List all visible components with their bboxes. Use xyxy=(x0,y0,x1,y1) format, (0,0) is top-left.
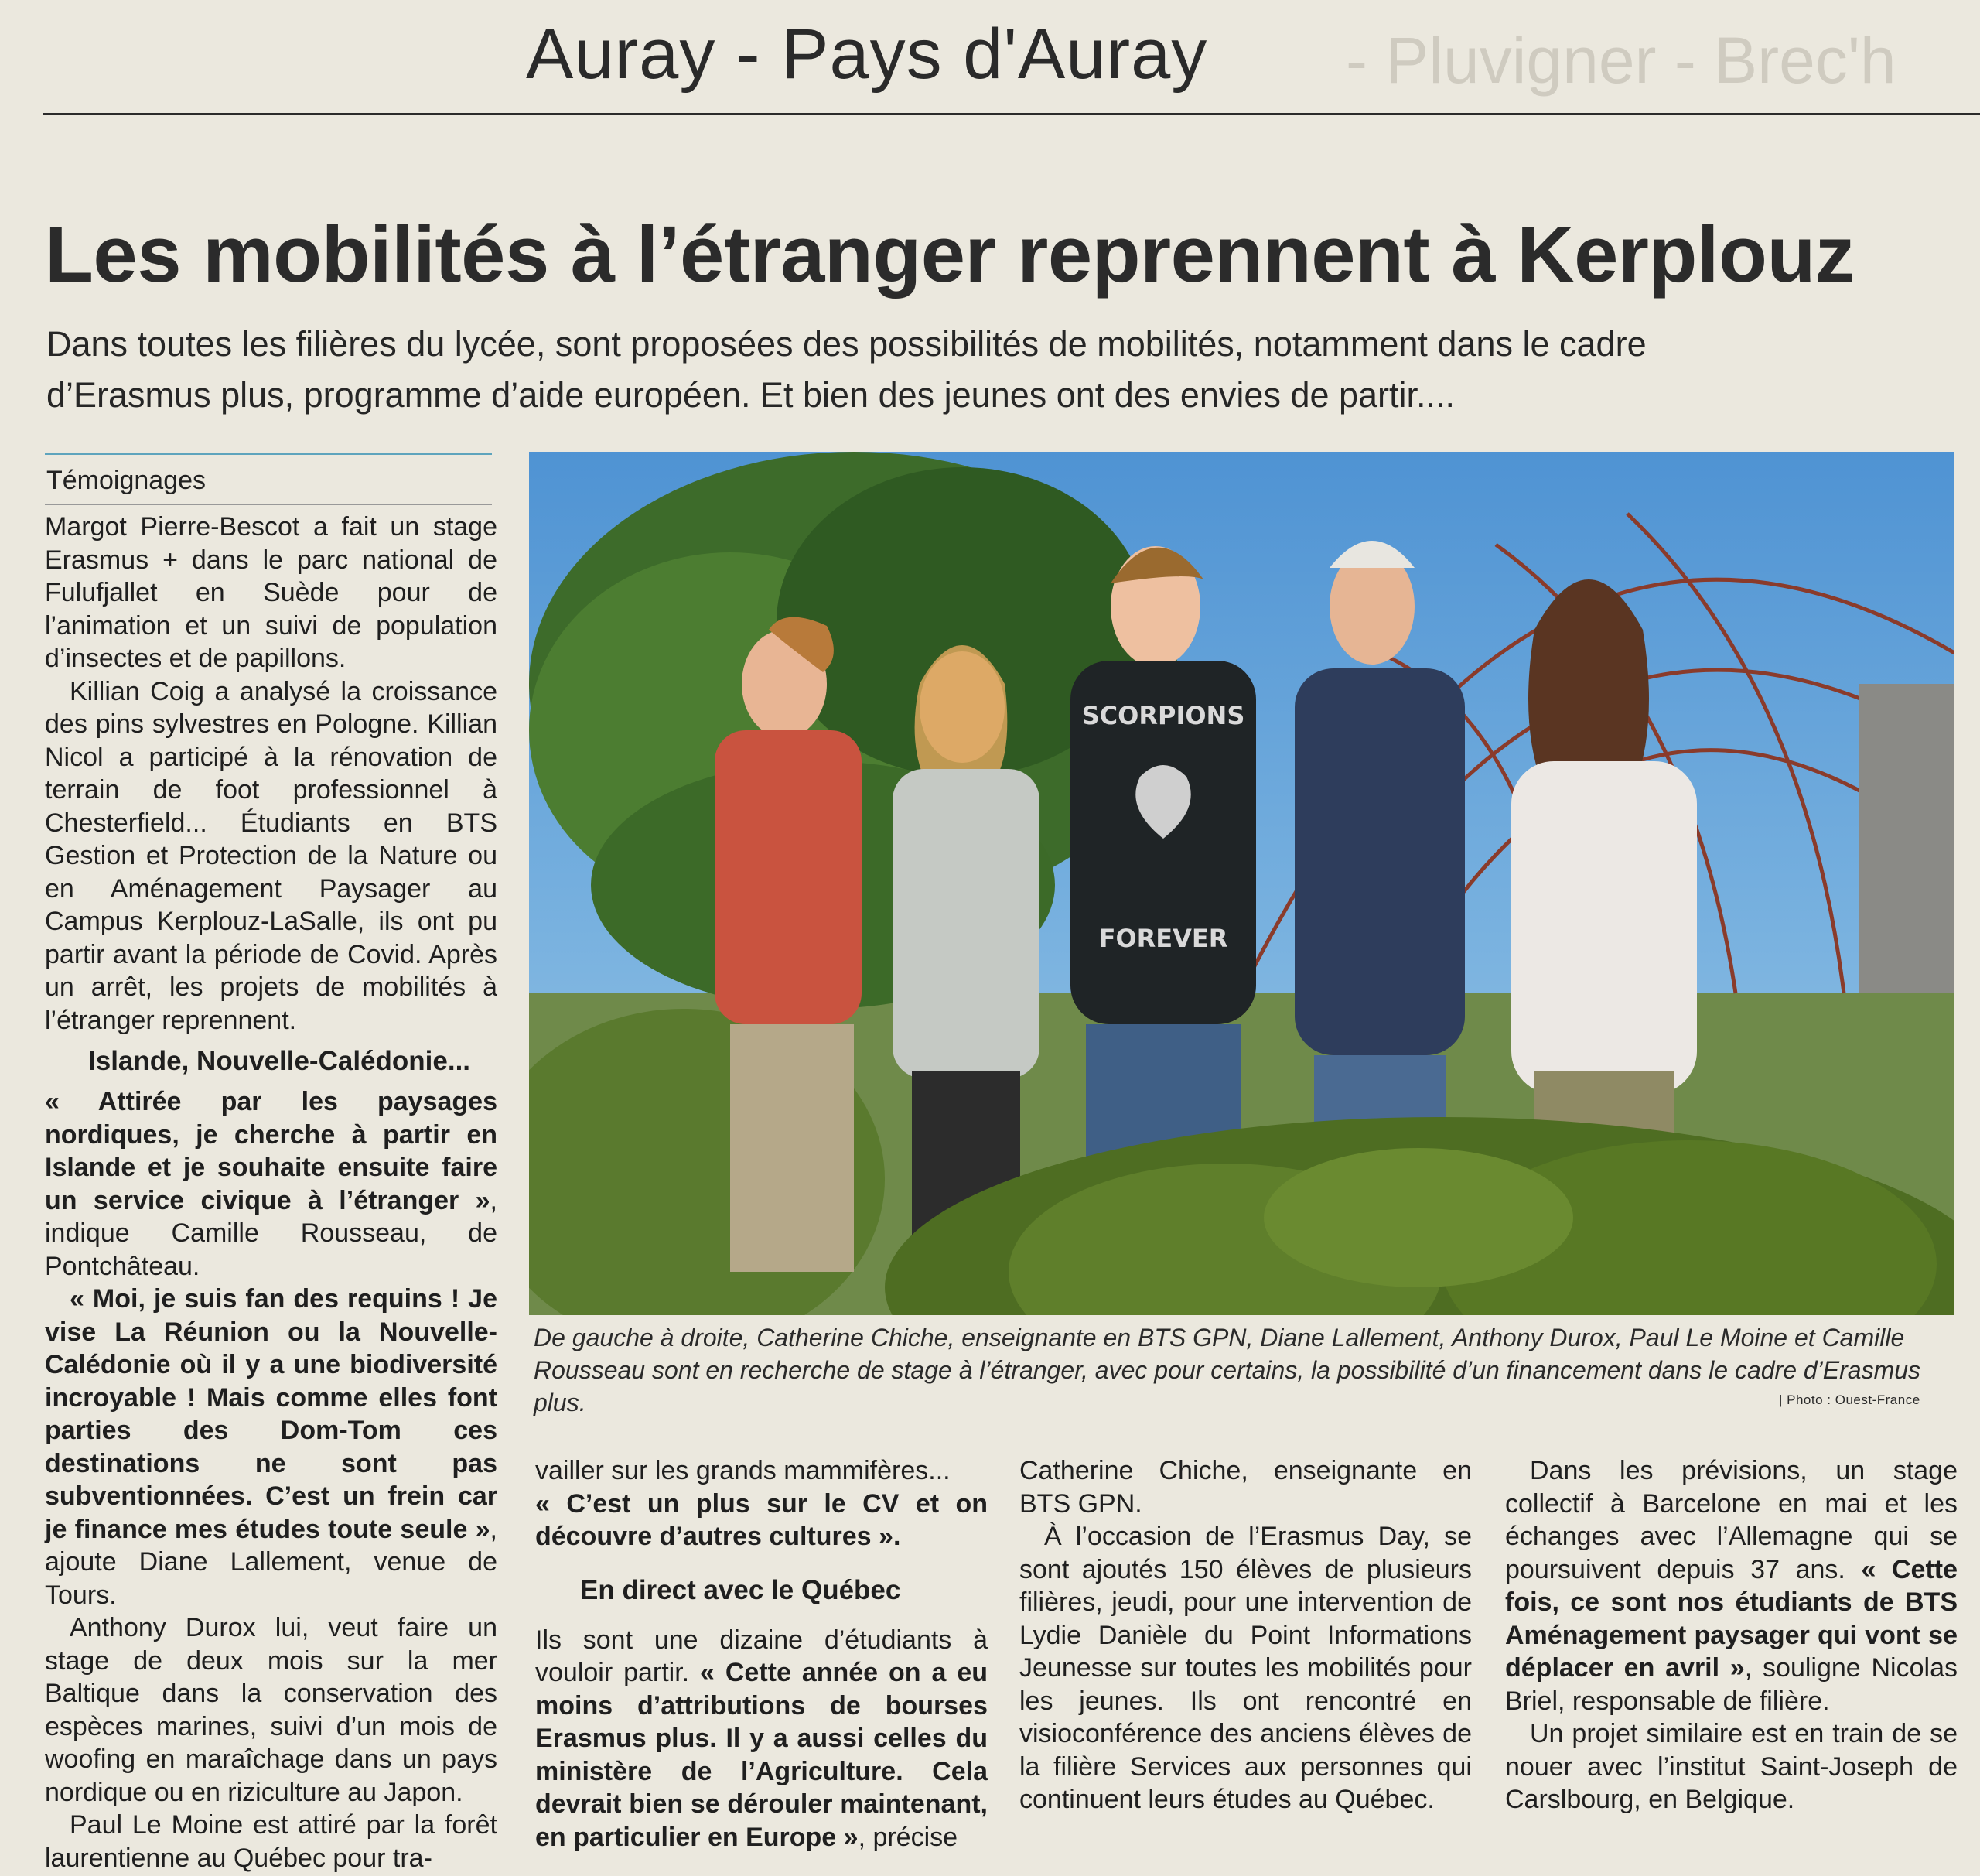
paragraph: Paul Le Moine est attiré par la forêt laurentienne au Québec pour tra- xyxy=(45,1810,497,1873)
paragraph xyxy=(1505,1454,1958,1717)
quote: « C’est un plus sur le CV et on découvre d’autres cultures ». xyxy=(535,1488,988,1551)
tshirt-text-bottom: FOREVER xyxy=(1098,924,1228,953)
article-column-2 xyxy=(535,1454,988,1854)
article-photo xyxy=(529,452,1954,1315)
quote: « Cette fois, ce sont nos étudiants de BTS Aménagement paysager qui vont se déplacer en avril » xyxy=(1505,1554,1958,1683)
attribution: , précise xyxy=(858,1822,958,1852)
attribution: , souligne Nicolas Briel, responsable de filière. xyxy=(1505,1653,1958,1716)
article-column-1 xyxy=(45,511,497,1874)
tshirt-text-top: SCORPIONS xyxy=(1081,701,1245,730)
article-column-3 xyxy=(1019,1454,1472,1816)
paragraph: À l’occasion de l’Erasmus Day, se sont ajoutés 150 élèves de plusieurs filières, jeudi, pour une intervention de Lydie Danièle du Point Informations Jeunesse sur toutes les mobilités pour les jeunes. Ils ont rencontré en visioconférence des anciens élèves de la filière Services aux personnes qui continuent leurs études au Québec. xyxy=(1019,1522,1472,1814)
paragraph xyxy=(45,1085,497,1283)
paragraph: Un projet similaire est en train de se nouer avec l’institut Saint-Joseph de Carslbourg, en Belgique. xyxy=(1505,1719,1958,1814)
paragraph xyxy=(535,1624,988,1854)
subheading: Islande, Nouvelle-Calédonie... xyxy=(88,1046,471,1076)
attribution: , ajoute Diane Lallement, venue de Tours. xyxy=(45,1514,497,1610)
paragraph-lead: Dans les prévisions, un stage collectif à Barcelone en mai et les échanges avec l’Allemagne qui se poursuivent depuis 37 ans. xyxy=(1505,1456,1958,1584)
subheading: En direct avec le Québec xyxy=(580,1574,901,1605)
paragraph: Anthony Durox lui, veut faire un stage de deux mois sur la mer Baltique dans la conservation des espèces marines, suivi d’un mois de woofing en maraîchage dans un pays nordique ou en riziculture au Japon. xyxy=(45,1613,497,1807)
paragraph: Catherine Chiche, enseignante en BTS GPN. xyxy=(1019,1456,1472,1519)
section-title: Auray - Pays d'Auray xyxy=(526,15,1208,94)
header-rule xyxy=(43,113,1980,115)
paragraph-lead: vailler sur les grands mammifères... xyxy=(535,1456,951,1485)
group-photo-illustration xyxy=(529,452,1954,1315)
paragraph: Margot Pierre-Bescot a fait un stage Erasmus + dans le parc national de Fulufjallet en Suède pour de l’animation et un suivi de population d’insectes et de papillons. xyxy=(45,512,497,673)
paragraph xyxy=(45,1283,497,1611)
attribution: , indique Camille Rousseau, de Pontchâteau. xyxy=(45,1185,497,1281)
paragraph xyxy=(535,1454,988,1553)
article-headline: Les mobilités à l’étranger reprennent à Kerplouz xyxy=(45,210,1855,299)
kicker-rule xyxy=(45,453,492,455)
photo-credit: | Photo : Ouest-France xyxy=(1779,1392,1920,1407)
adjacent-page-title: - Pluvigner - Brec'h xyxy=(1346,24,1896,97)
quote: « Cette année on a eu moins d’attributions de bourses Erasmus plus. Il y a aussi celles du ministère de l’Agriculture. Cela devrait bien se dérouler maintenant, en particulier en Europe » xyxy=(535,1658,988,1852)
article-standfirst: Dans toutes les filières du lycée, sont proposées des possibilités de mobilités, notamment dans le cadre d’Erasmus plus, programme d’aide européen. Et bien des jeunes ont des envies de partir.... xyxy=(46,324,1647,415)
quote: « Moi, je suis fan des requins ! Je vise La Réunion ou la Nouvelle-Calédonie où il y a une biodiversité incroyable ! Mais comme elles font parties des Dom-Tom ces destinations ne sont pas subventionnées. C’est un frein car je finance mes études toute seule » xyxy=(45,1284,497,1544)
kicker-divider xyxy=(45,504,492,505)
paragraph-lead: Ils sont une dizaine d’étudiants à vouloir partir. xyxy=(535,1625,988,1687)
article-column-4 xyxy=(1505,1454,1958,1816)
quote: « Attirée par les paysages nordiques, je cherche à partir en Islande et je souhaite ensuite faire un service civique à l’étranger » xyxy=(45,1087,497,1215)
photo-caption: De gauche à droite, Catherine Chiche, enseignante en BTS GPN, Diane Lallement, Anthony Durox, Paul Le Moine et Camille Rousseau sont en recherche de stage à l’étranger, avec pour certains, la possibilité d’un financement dans le cadre d’Erasmus plus. xyxy=(534,1324,1921,1416)
paragraph: Killian Coig a analysé la croissance des pins sylvestres en Pologne. Killian Nicol a participé à la rénovation de terrain de foot professionnel à Chesterfield... Étudiants en BTS Gestion et Protection de la Nature ou en Aménagement Paysager au Campus Kerplouz-LaSalle, ils ont pu partir avant la période de Covid. Après un arrêt, les projets de mobilités à l’étranger reprennent. xyxy=(45,676,497,1035)
kicker-label: Témoignages xyxy=(46,466,207,495)
